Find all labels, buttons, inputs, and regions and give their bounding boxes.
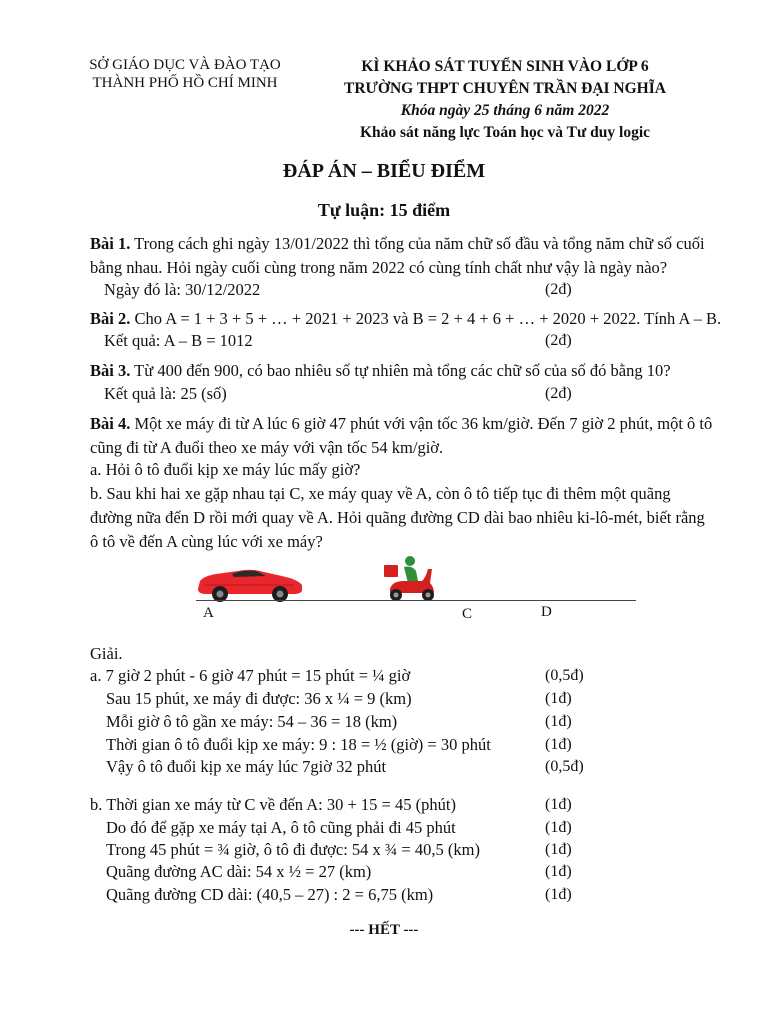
bai4-label: Bài 4. [90, 414, 131, 433]
solution-b-row-1: b. Thời gian xe máy từ C về đến A: 30 + 15 = 45 (phút) [90, 795, 456, 814]
department-line-2: THÀNH PHỐ HỒ CHÍ MINH [92, 75, 278, 91]
bai4-question-b-line-2: đường nữa đến D rồi mới quay về A. Hỏi quãng đường CD dài bao nhiêu ki-lô-mét, biết rằng [90, 508, 705, 527]
end-marker: --- HẾT --- [349, 922, 419, 938]
bai4-question-line-1: Bài 4. Một xe máy đi từ A lúc 6 giờ 47 phút với vận tốc 36 km/giờ. Đến 7 giờ 2 phút, một ô tô [90, 414, 713, 433]
document-title: ĐÁP ÁN – BIỂU ĐIỂM [282, 160, 486, 182]
road-line [196, 600, 636, 601]
point-d-label: D [541, 604, 552, 620]
solution-a-row-1-points: (0,5đ) [545, 667, 584, 684]
bai4-question-a: a. Hỏi ô tô đuổi kịp xe máy lúc mấy giờ? [90, 460, 361, 479]
bai2-label: Bài 2. [90, 309, 131, 328]
point-c-label: C [462, 606, 473, 622]
bai4-question-b-line-3: ô tô về đến A cùng lúc với xe máy? [90, 532, 323, 551]
solution-b-row-5-points: (1đ) [545, 886, 572, 903]
solution-b-row-3: Trong 45 phút = ¾ giờ, ô tô đi được: 54 x ¾ = 40,5 (km) [106, 840, 480, 859]
bai3-points: (2đ) [545, 385, 572, 402]
bai4-question-b-line-1: b. Sau khi hai xe gặp nhau tại C, xe máy quay về A, còn ô tô tiếp tục đi thêm một quãng [90, 484, 671, 503]
exam-title: KÌ KHẢO SÁT TUYỂN SINH VÀO LỚP 6 [361, 58, 649, 75]
bai2-question: Bài 2. Cho A = 1 + 3 + 5 + … + 2021 + 2023 và B = 2 + 4 + 6 + … + 2020 + 2022. Tính A – B. [90, 309, 722, 328]
bai3-answer: Kết quả là: 25 (số) [104, 384, 227, 403]
solution-a-row-2-points: (1đ) [545, 690, 572, 707]
bai3-label: Bài 3. [90, 361, 131, 380]
solution-a-row-3-points: (1đ) [545, 713, 572, 730]
solution-b-row-2-points: (1đ) [545, 819, 572, 836]
exam-header [320, 56, 690, 144]
point-a-label: A [203, 605, 214, 621]
red-car-icon [194, 563, 306, 603]
bai1-points: (2đ) [545, 281, 572, 298]
solution-b-row-2: Do đó để gặp xe máy tại A, ô tô cũng phải đi 45 phút [106, 818, 456, 837]
solution-b-row-3-points: (1đ) [545, 841, 572, 858]
department-header [60, 56, 310, 92]
solution-a-row-3: Mỗi giờ ô tô gần xe máy: 54 – 36 = 18 (km) [106, 712, 398, 731]
bai1-question-line-2: bằng nhau. Hỏi ngày cuối cùng trong năm 2022 có cùng tính chất như vậy là ngày nào? [90, 258, 668, 277]
solution-a-row-1: a. 7 giờ 2 phút - 6 giờ 47 phút = 15 phút = ¼ giờ [90, 666, 411, 685]
scooter-rider-icon [382, 555, 438, 603]
solution-b-row-1-points: (1đ) [545, 796, 572, 813]
bai1-question-line-1: Bài 1. Trong cách ghi ngày 13/01/2022 thì tổng của năm chữ số đầu và tổng năm chữ số cuối [90, 234, 705, 253]
department-line-1: SỞ GIÁO DỤC VÀ ĐÀO TẠO [89, 57, 281, 73]
bai1-label: Bài 1. [90, 234, 131, 253]
document-subtitle: Tự luận: 15 điểm [317, 200, 451, 220]
solution-b-row-4-points: (1đ) [545, 863, 572, 880]
bai3-question: Bài 3. Từ 400 đến 900, có bao nhiêu số tự nhiên mà tổng các chữ số của số đó bằng 10? [90, 361, 671, 380]
bai1-answer: Ngày đó là: 30/12/2022 [104, 280, 261, 299]
exam-date: Khóa ngày 25 tháng 6 năm 2022 [400, 102, 610, 119]
solution-a-row-2: Sau 15 phút, xe máy đi được: 36 x ¼ = 9 (km) [106, 689, 412, 708]
solution-a-row-4-points: (1đ) [545, 736, 572, 753]
bai4-question-line-2: cũng đi từ A đuổi theo xe máy với vận tốc 54 km/giờ. [90, 438, 444, 457]
bai2-answer: Kết quả: A – B = 1012 [104, 331, 253, 350]
exam-subject: Khảo sát năng lực Toán học và Tư duy logic [359, 124, 651, 141]
solution-heading: Giải. [90, 644, 123, 663]
bai2-points: (2đ) [545, 332, 572, 349]
solution-b-row-4: Quãng đường AC dài: 54 x ½ = 27 (km) [106, 862, 372, 881]
solution-a-row-5-points: (0,5đ) [545, 758, 584, 775]
school-name: TRƯỜNG THPT CHUYÊN TRẦN ĐẠI NGHĨA [344, 80, 666, 97]
solution-b-row-5: Quãng đường CD dài: (40,5 – 27) : 2 = 6,75 (km) [106, 885, 434, 904]
solution-a-row-4: Thời gian ô tô đuổi kịp xe máy: 9 : 18 = ½ (giờ) = 30 phút [106, 735, 491, 754]
solution-a-row-5: Vậy ô tô đuổi kịp xe máy lúc 7giờ 32 phút [106, 757, 387, 776]
